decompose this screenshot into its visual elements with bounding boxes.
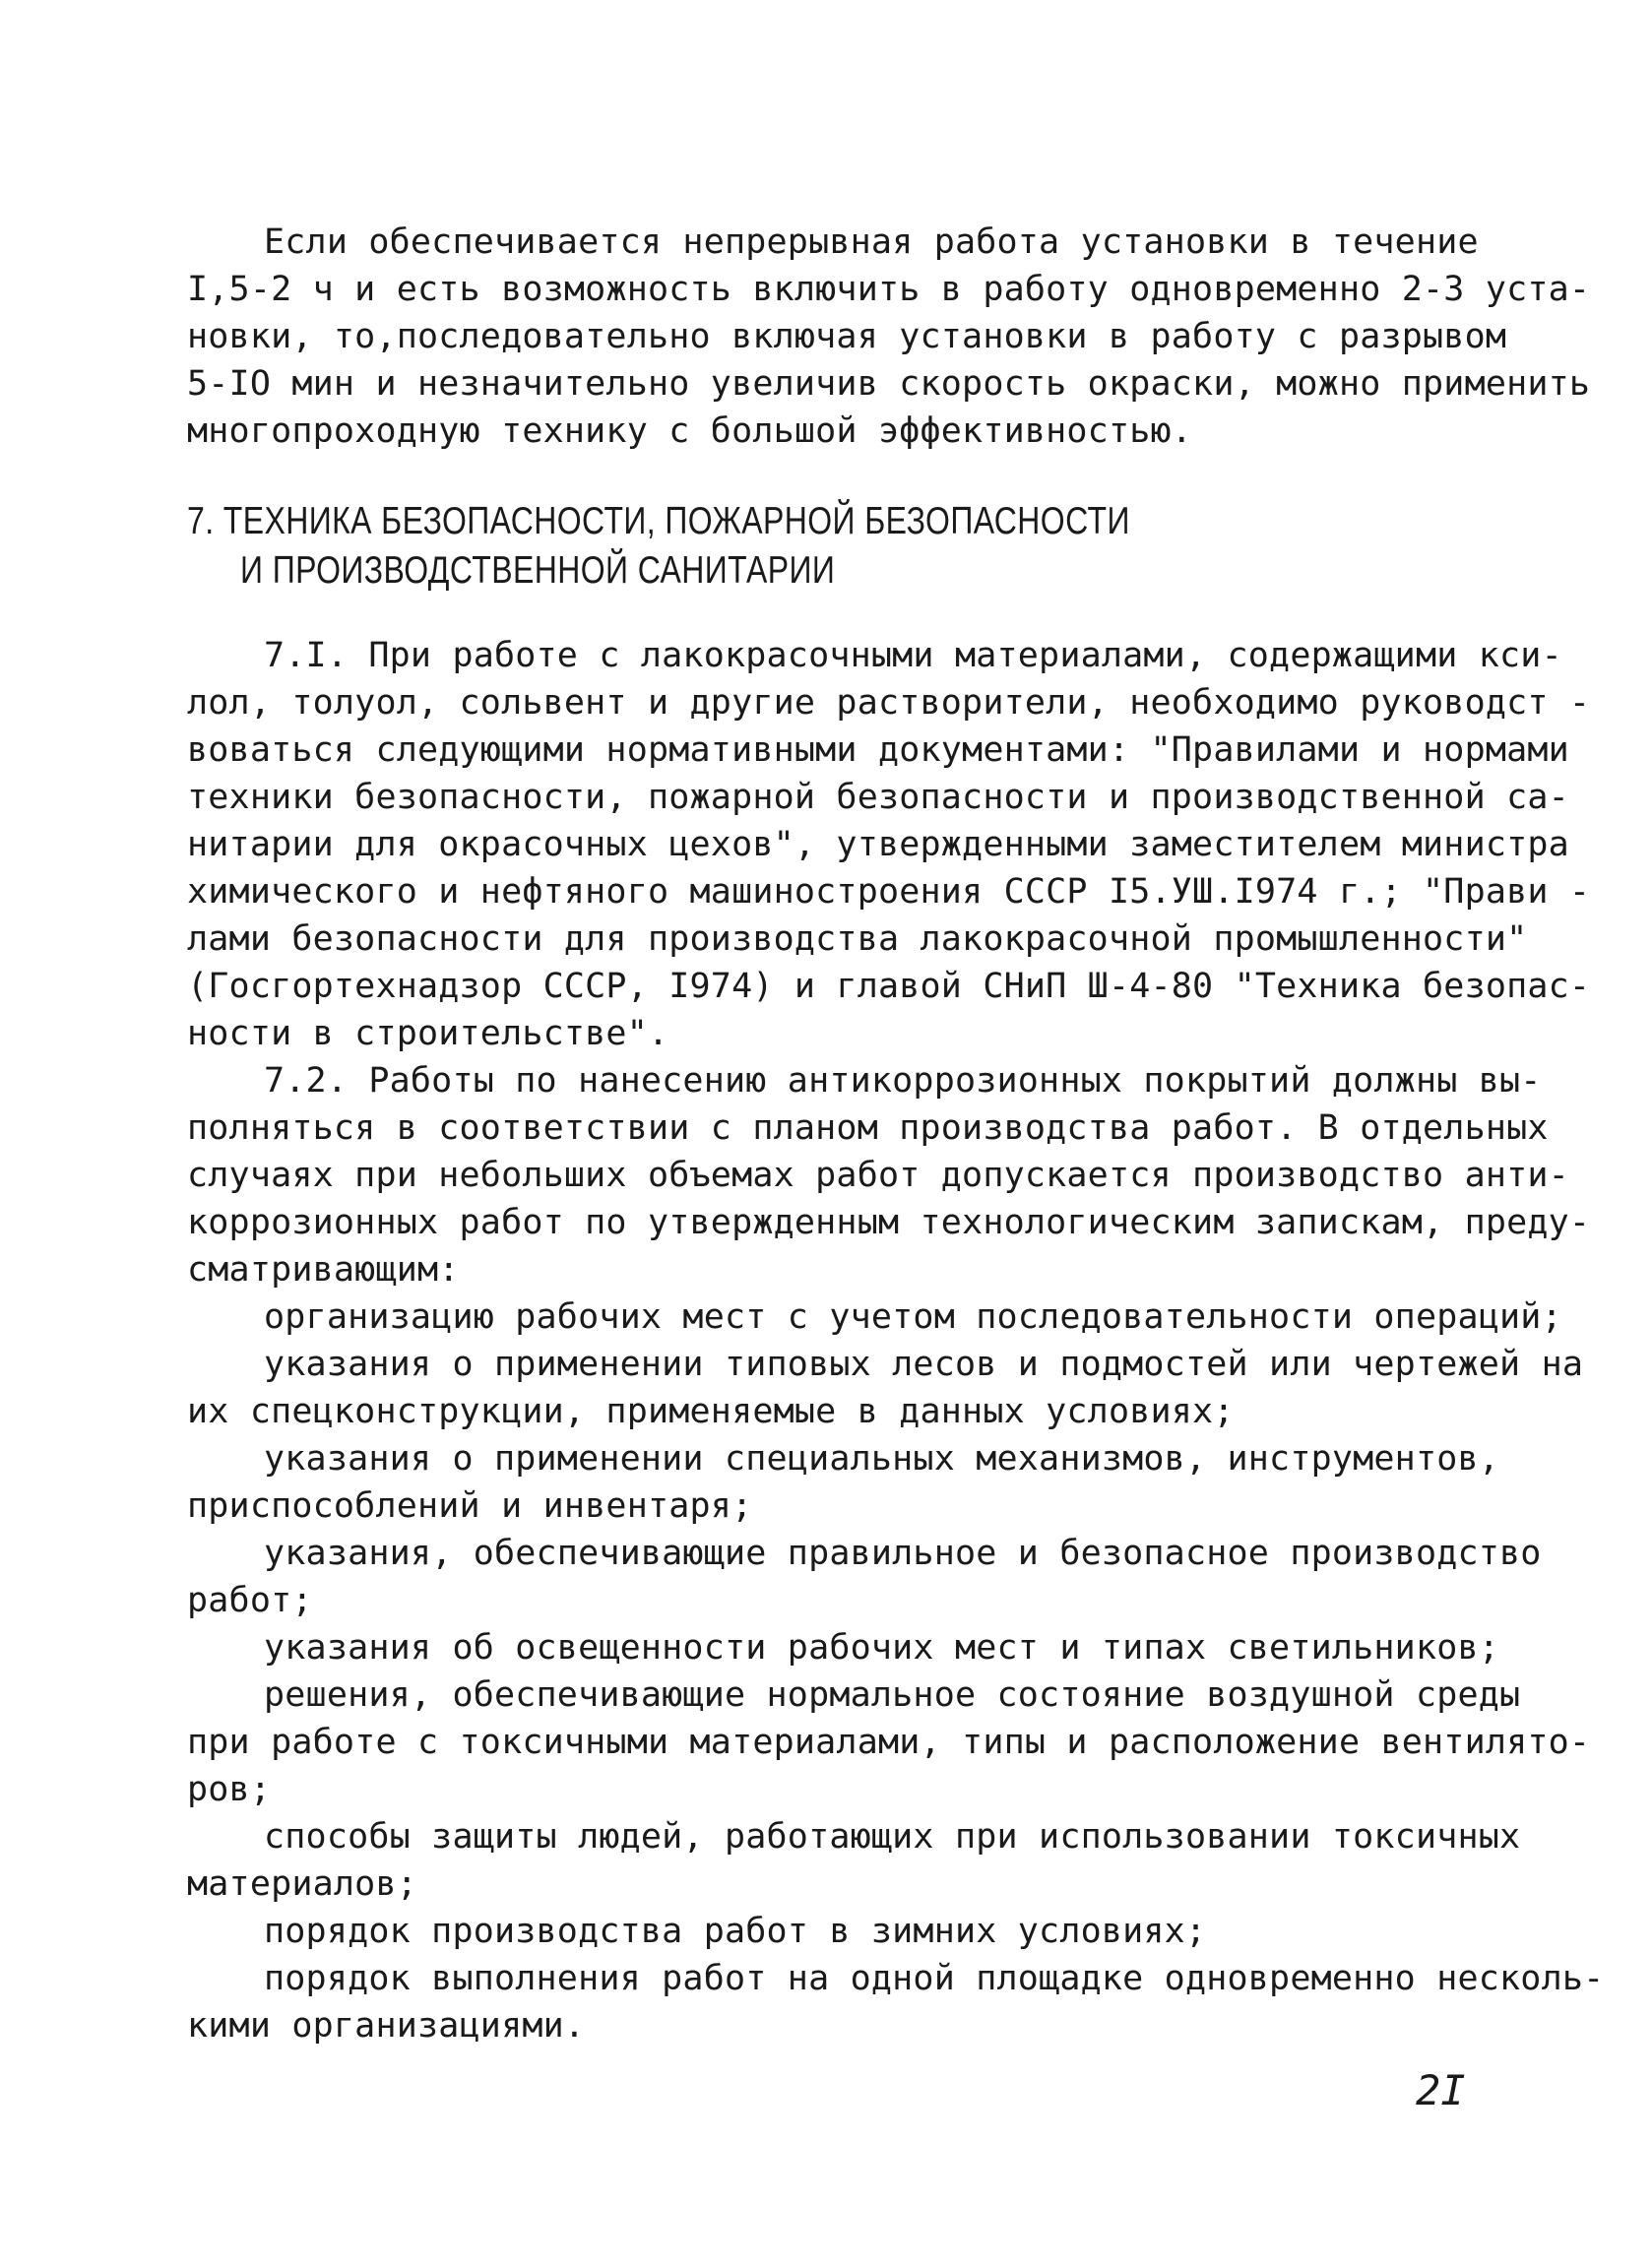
clause-7-1-line-1: 7.I. При работе с лакокрасочными материалами, содержащими кси- [264, 636, 1562, 675]
list-item-9-line-2: кими организациями. [187, 2006, 586, 2046]
intro-line-3: новки, то,последовательно включая установки в работу с разрывом [187, 317, 1507, 356]
clause-7-1-line-3: воваться следующими нормативными документами: "Правилами и нормами [187, 730, 1569, 770]
list-item-9-line-1: порядок выполнения работ на одной площадке одновременно несколь- [264, 1959, 1605, 1998]
list-item-2-line-2: их спецконструкции, применяемые в данных условиях; [187, 1392, 1235, 1431]
list-item-3-line-1: указания о применении специальных механизмов, инструментов, [264, 1439, 1500, 1479]
clause-7-2-line-3: случаях при небольших объемах работ допускается производство анти- [187, 1156, 1569, 1195]
clause-7-1-line-2: лол, толуол, сольвент и другие растворители, необходимо руководст - [187, 683, 1591, 723]
clause-7-1-line-8: (Госгортехнадзор СССР, I974) и главой СНиП Ш-4-80 "Техника безопас- [187, 967, 1591, 1006]
clause-7-1-line-6: химического и нефтяного машиностроения СССР I5.УШ.I974 г.; "Прави - [187, 872, 1591, 912]
list-item-7-line-2: материалов; [187, 1864, 417, 1904]
intro-line-5: многопроходную технику с большой эффективностью. [187, 411, 1193, 451]
intro-line-2: I,5-2 ч и есть возможность включить в работу одновременно 2-3 уста- [187, 270, 1591, 309]
list-item-6-line-1: решения, обеспечивающие нормальное состояние воздушной среды [264, 1675, 1521, 1715]
list-item-6-line-3: ров; [187, 1770, 272, 1809]
clause-7-1-line-7: лами безопасности для производства лакокрасочной промышленности" [187, 919, 1528, 959]
list-item-1-line-1: организацию рабочих мест с учетом последовательности операций; [264, 1297, 1562, 1337]
clause-7-1-line-4: техники безопасности, пожарной безопасности и производственной са- [187, 778, 1569, 817]
list-item-4-line-1: указания, обеспечивающие правильное и безопасное производство [264, 1534, 1542, 1573]
intro-line-1: Если обеспечивается непрерывная работа установки в течение [264, 222, 1479, 262]
list-item-3-line-2: приспособлений и инвентаря; [187, 1486, 753, 1526]
clause-7-1-line-5: нитарии для окрасочных цехов", утвержденными заместителем министра [187, 825, 1569, 864]
clause-7-2-line-4: коррозионных работ по утвержденным технологическим запискам, преду- [187, 1203, 1591, 1242]
list-item-8-line-1: порядок производства работ в зимних условиях; [264, 1912, 1207, 1951]
page-number: 2I [1416, 2066, 1466, 2114]
clause-7-2-line-1: 7.2. Работы по нанесению антикоррозионных покрытий должны вы- [264, 1061, 1542, 1101]
list-item-2-line-1: указания о применении типовых лесов и подмостей или чертежей на [264, 1345, 1584, 1384]
clause-7-1-line-9: ности в строительстве". [187, 1014, 669, 1053]
clause-7-2-line-2: полняться в соответствии с планом производства работ. В отдельных [187, 1108, 1549, 1148]
list-item-6-line-2: при работе с токсичными материалами, типы и расположение вентилято- [187, 1723, 1591, 1762]
section-heading-line-2: И ПРОИЗВОДСТВЕННОЙ САНИТАРИИ [240, 549, 836, 592]
clause-7-2-line-5: сматривающим: [187, 1250, 460, 1290]
list-item-5-line-1: указания об освещенности рабочих мест и типах светильников; [264, 1628, 1500, 1668]
list-item-4-line-2: работ; [187, 1581, 313, 1620]
section-heading-line-1: 7. ТЕХНИКА БЕЗОПАСНОСТИ, ПОЖАРНОЙ БЕЗОПАСНОСТИ [187, 500, 1130, 542]
list-item-7-line-1: способы защиты людей, работающих при использовании токсичных [264, 1817, 1521, 1857]
intro-line-4: 5-IO мин и незначительно увеличив скорость окраски, можно применить [187, 364, 1591, 404]
